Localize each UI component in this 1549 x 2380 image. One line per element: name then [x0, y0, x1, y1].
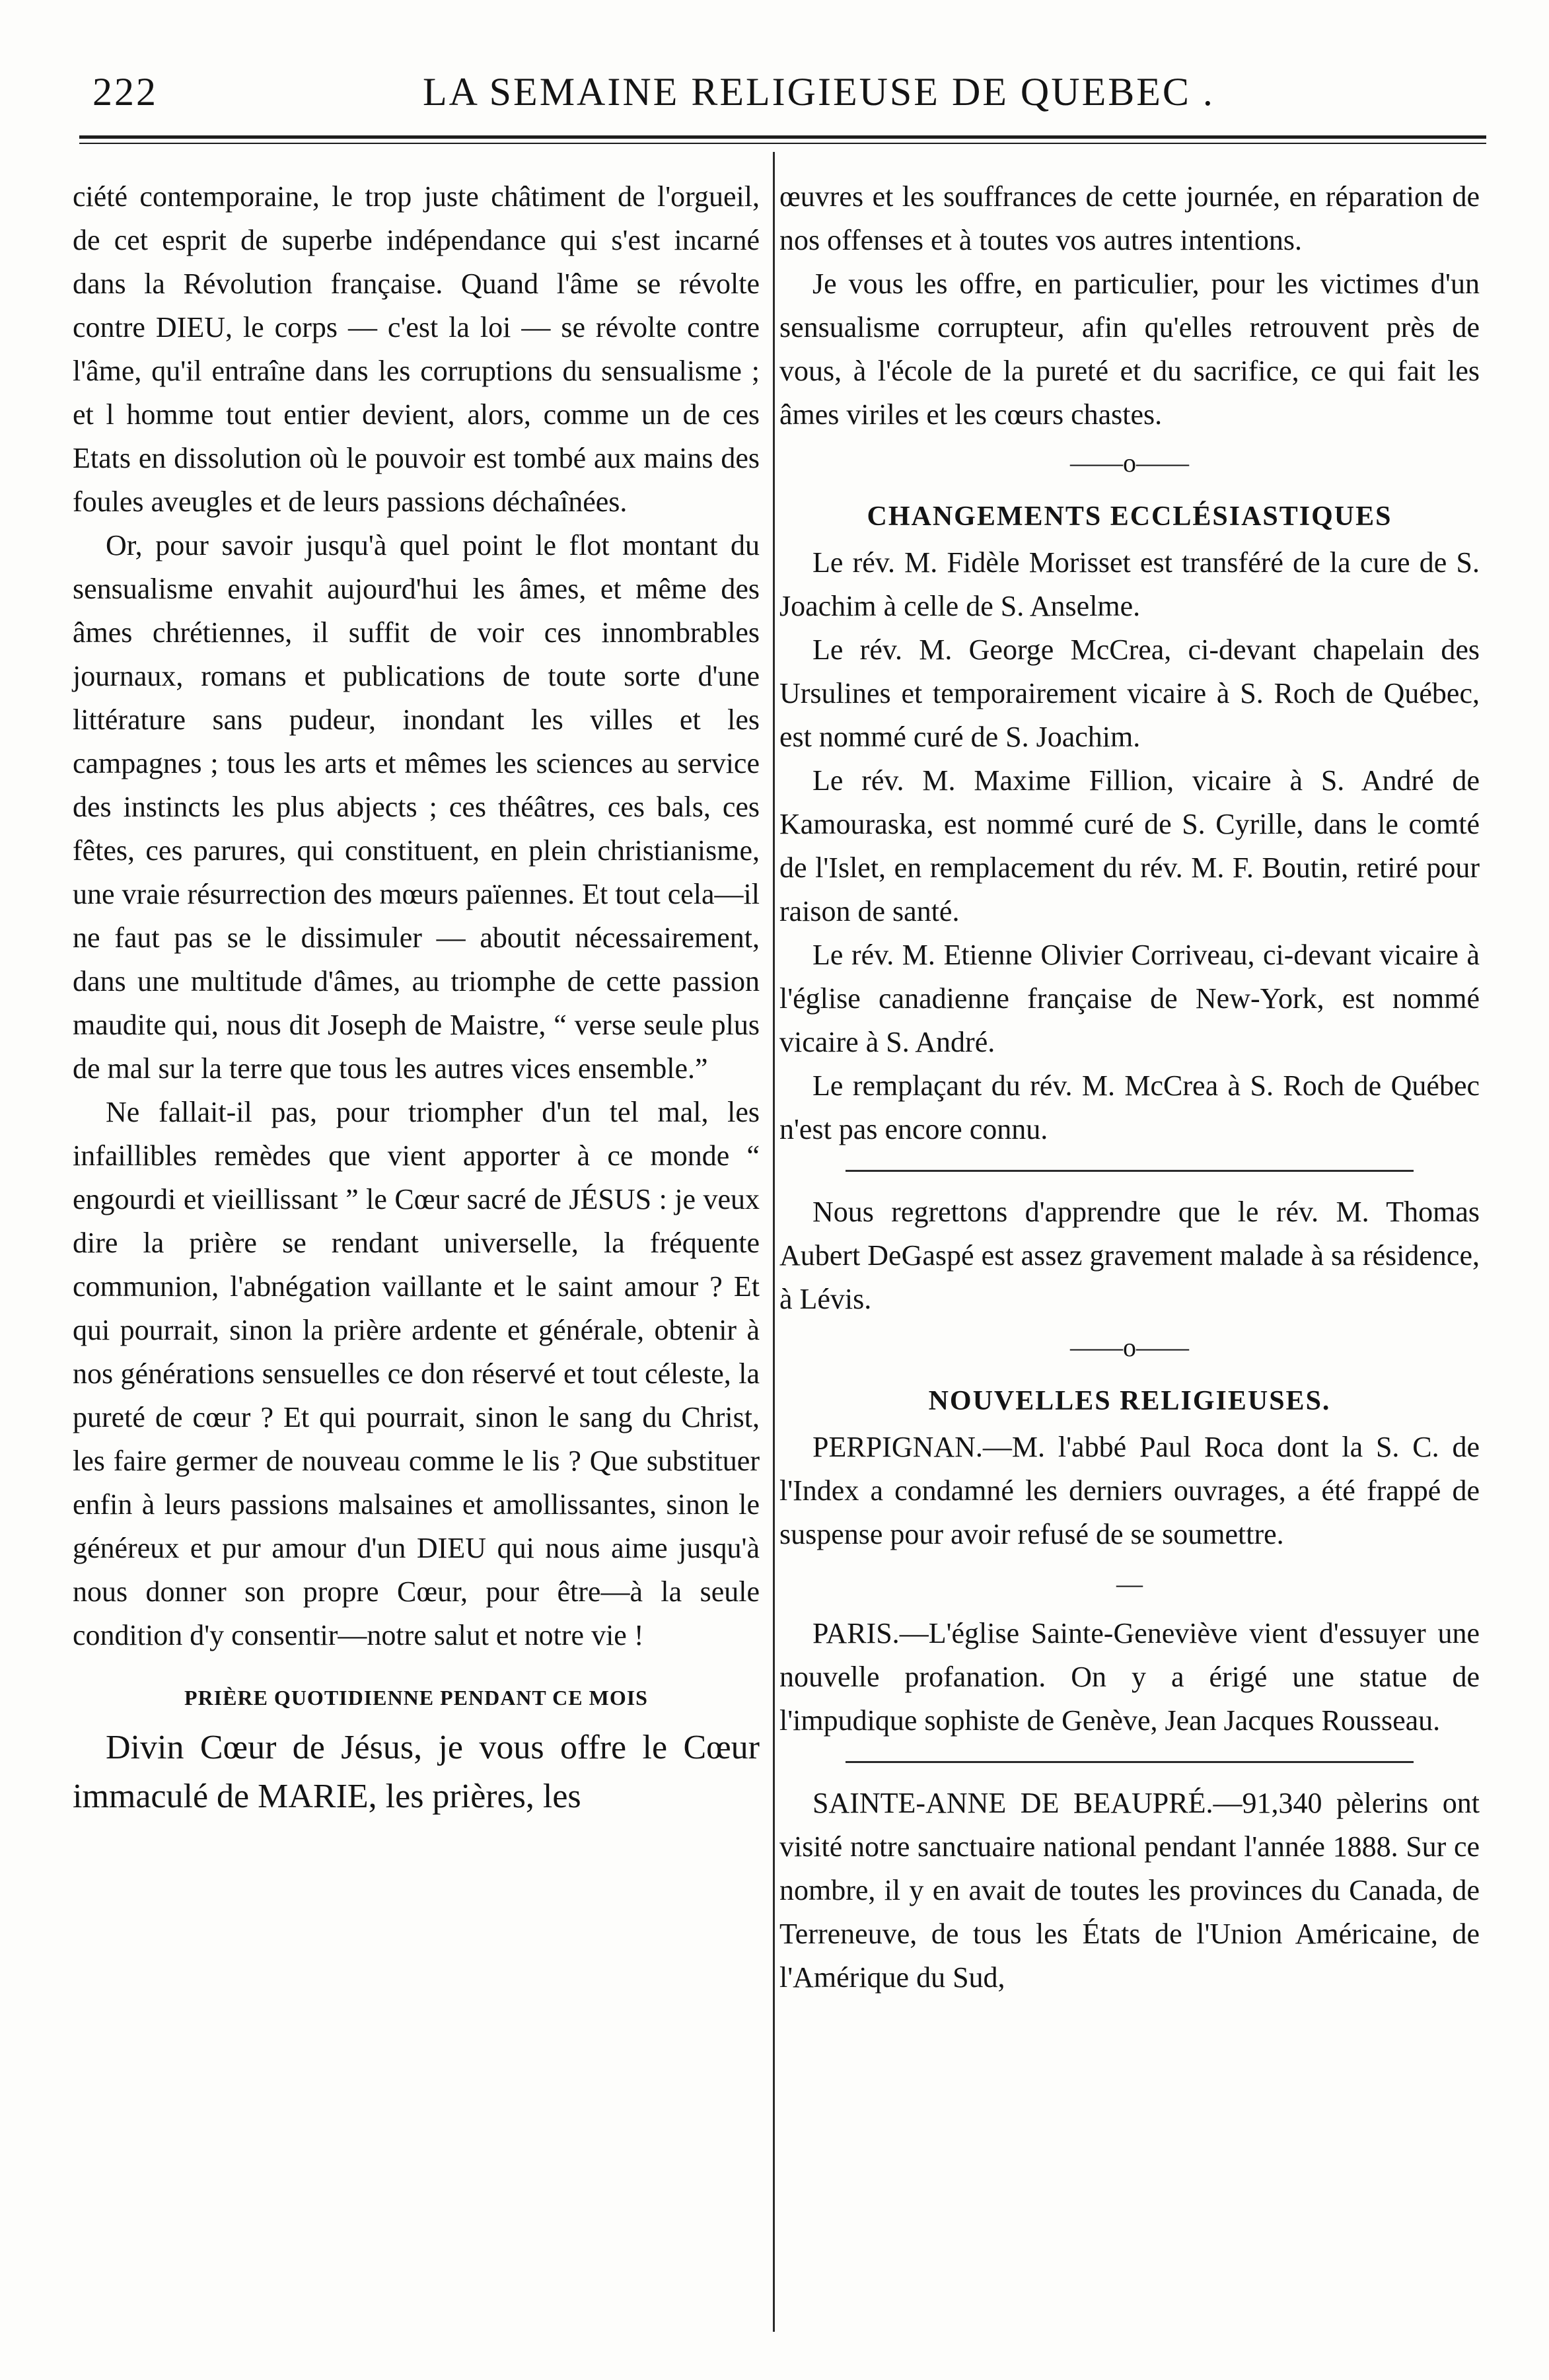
- prayer-paragraph: Divin Cœur de Jésus, je vous offre le Cœur immaculé de MARIE, les prières, les: [73, 1729, 760, 1815]
- news-item: Le rév. M. Maxime Fillion, vicaire à S. André de Kamouraska, est nommé curé de S. Cyrille, dans le comté de l'Islet, en remplacement du rév. M. F. Boutin, retiré pour raison de santé.: [779, 764, 1480, 927]
- news-item: [779, 1612, 1480, 1743]
- item-dash: —: [1116, 1569, 1143, 1599]
- prayer-paragraph: Je vous les offre, en particulier, pour les victimes d'un sensualisme corrupteur, afin qu'elles retrouvent près de vous, à l'école de la pureté et du sacrifice, ce qui fait les âmes viriles et les cœurs chastes.: [779, 268, 1480, 431]
- item-divider: [846, 1761, 1414, 1763]
- header-rule-thick: [79, 135, 1486, 139]
- article-paragraph: ciété contemporaine, le trop juste châtiment de l'orgueil, de cet esprit de superbe indépendance qui s'est incarné dans la Révolution française. Quand l'âme se révolte contre DIEU, le corps — c'est la loi — se révolte contre l'âme, qu'il entraîne dans les corruptions du sensualisme ; et l homme tout entier devient, alors, comme un de ces Etats en dissolution où le pouvoir est tombé aux mains des foules aveugles et de leurs passions déchaînées.: [73, 180, 760, 518]
- prayer-heading: PRIÈRE QUOTIDIENNE PENDANT CE MOIS: [184, 1686, 648, 1710]
- left-column: [73, 175, 760, 1821]
- page-header: [79, 63, 1509, 122]
- news-item: Le rév. M. George McCrea, ci-devant chapelain des Ursulines et temporairement vicaire à S. Roch de Québec, est nommé curé de S. Joachim.: [779, 633, 1480, 753]
- page-number: 222: [92, 70, 158, 114]
- news-item: Nous regrettons d'apprendre que le rév. M. Thomas Aubert DeGaspé est assez gravement malade à sa résidence, à Lévis.: [779, 1196, 1480, 1315]
- news-item: Le rév. M. Etienne Olivier Corriveau, ci-devant vicaire à l'église canadienne française de New-York, est nommé vicaire à S. André.: [779, 939, 1480, 1058]
- article-paragraph: Ne fallait-il pas, pour triompher d'un tel mal, les infaillibles remèdes que vient apporter à ce monde “ engourdi et vieillissant ” le Cœur sacré de JÉSUS : je veux dire la prière se rendant universelle, la fréquente communion, l'abnégation vaillante et le saint amour ? Et qui pourrait, sinon la prière ardente et générale, obtenir à nos générations sensuelles ce don réservé et tout céleste, la pureté de cœur ? Et qui pourrait, sinon le sang du Christ, les faire germer de nouveau comme le lis ? Que substituer enfin à leurs passions malsaines et amollissantes, sinon le généreux et pur amour d'un DIEU qui nous aime jusqu'à nous donner son propre Cœur, pour être—à la seule condition d'y consentir—notre salut et notre vie !: [73, 1096, 760, 1651]
- article-paragraph: Or, pour savoir jusqu'à quel point le flot montant du sensualisme envahit aujourd'hui les âmes, et même des âmes chrétiennes, il suffit de voir ces innombrables journaux, romans et publications de toute sorte d'une littérature sans pudeur, inondant les villes et les campagnes ; tous les arts et mêmes les sciences au service des instincts les plus abjects ; ces théâtres, ces bals, ces fêtes, ces parures, qui constituent, en plein christianisme, une vraie résurrection des mœurs païennes. Et tout cela—il ne faut pas se le dissimuler — aboutit nécessairement, dans une multitude d'âmes, au triomphe de cette passion maudite qui, nous dit Joseph de Maistre, “ verse seule plus de mal sur la terre que tous les autres vices ensemble.”: [73, 529, 760, 1085]
- section-heading-changements: CHANGEMENTS ECCLÉSIASTIQUES: [867, 501, 1392, 532]
- prayer-continuation: œuvres et les souffrances de cette journée, en réparation de nos offenses et à toutes vos autres intentions.: [779, 180, 1480, 256]
- news-item: [779, 1425, 1480, 1556]
- news-text: —M. l'abbé Paul Roca dont la S. C. de l'Index a condamné les derniers ouvrages, a été frappé de suspense pour avoir refusé de se soumettre.: [779, 1431, 1480, 1550]
- item-divider: [846, 1170, 1414, 1172]
- news-item: Le remplaçant du rév. M. McCrea à S. Roch de Québec n'est pas encore connu.: [779, 1069, 1480, 1145]
- dateline: PERPIGNAN.: [812, 1431, 983, 1463]
- news-item: [779, 1782, 1480, 2000]
- news-item: Le rév. M. Fidèle Morisset est transféré de la cure de S. Joachim à celle de S. Anselme.: [779, 546, 1480, 622]
- header-rule-thin: [79, 143, 1486, 144]
- section-heading-nouvelles: NOUVELLES RELIGIEUSES.: [928, 1386, 1331, 1416]
- news-text: —L'église Sainte-Geneviève vient d'essuyer une nouvelle profanation. On y a érigé une statue de l'impudique sophiste de Genève, Jean Jacques Rousseau.: [779, 1617, 1480, 1737]
- column-divider: [773, 152, 775, 2332]
- dateline: SAINTE-ANNE DE BEAUPRÉ.: [812, 1787, 1213, 1819]
- right-column: [779, 175, 1480, 2000]
- section-separator: ——o——: [1070, 448, 1189, 478]
- dateline: PARIS.: [812, 1617, 900, 1649]
- section-separator: ——o——: [1070, 1332, 1189, 1362]
- publication-title: LA SEMAINE RELIGIEUSE DE QUEBEC .: [423, 70, 1215, 114]
- news-text: —91,340 pèlerins ont visité notre sanctuaire national pendant l'année 1888. Sur ce nombre, il y en avait de toutes les provinces du Canada, de Terreneuve, de tous les États de l'Union Américaine, de l'Amérique du Sud,: [779, 1787, 1480, 1994]
